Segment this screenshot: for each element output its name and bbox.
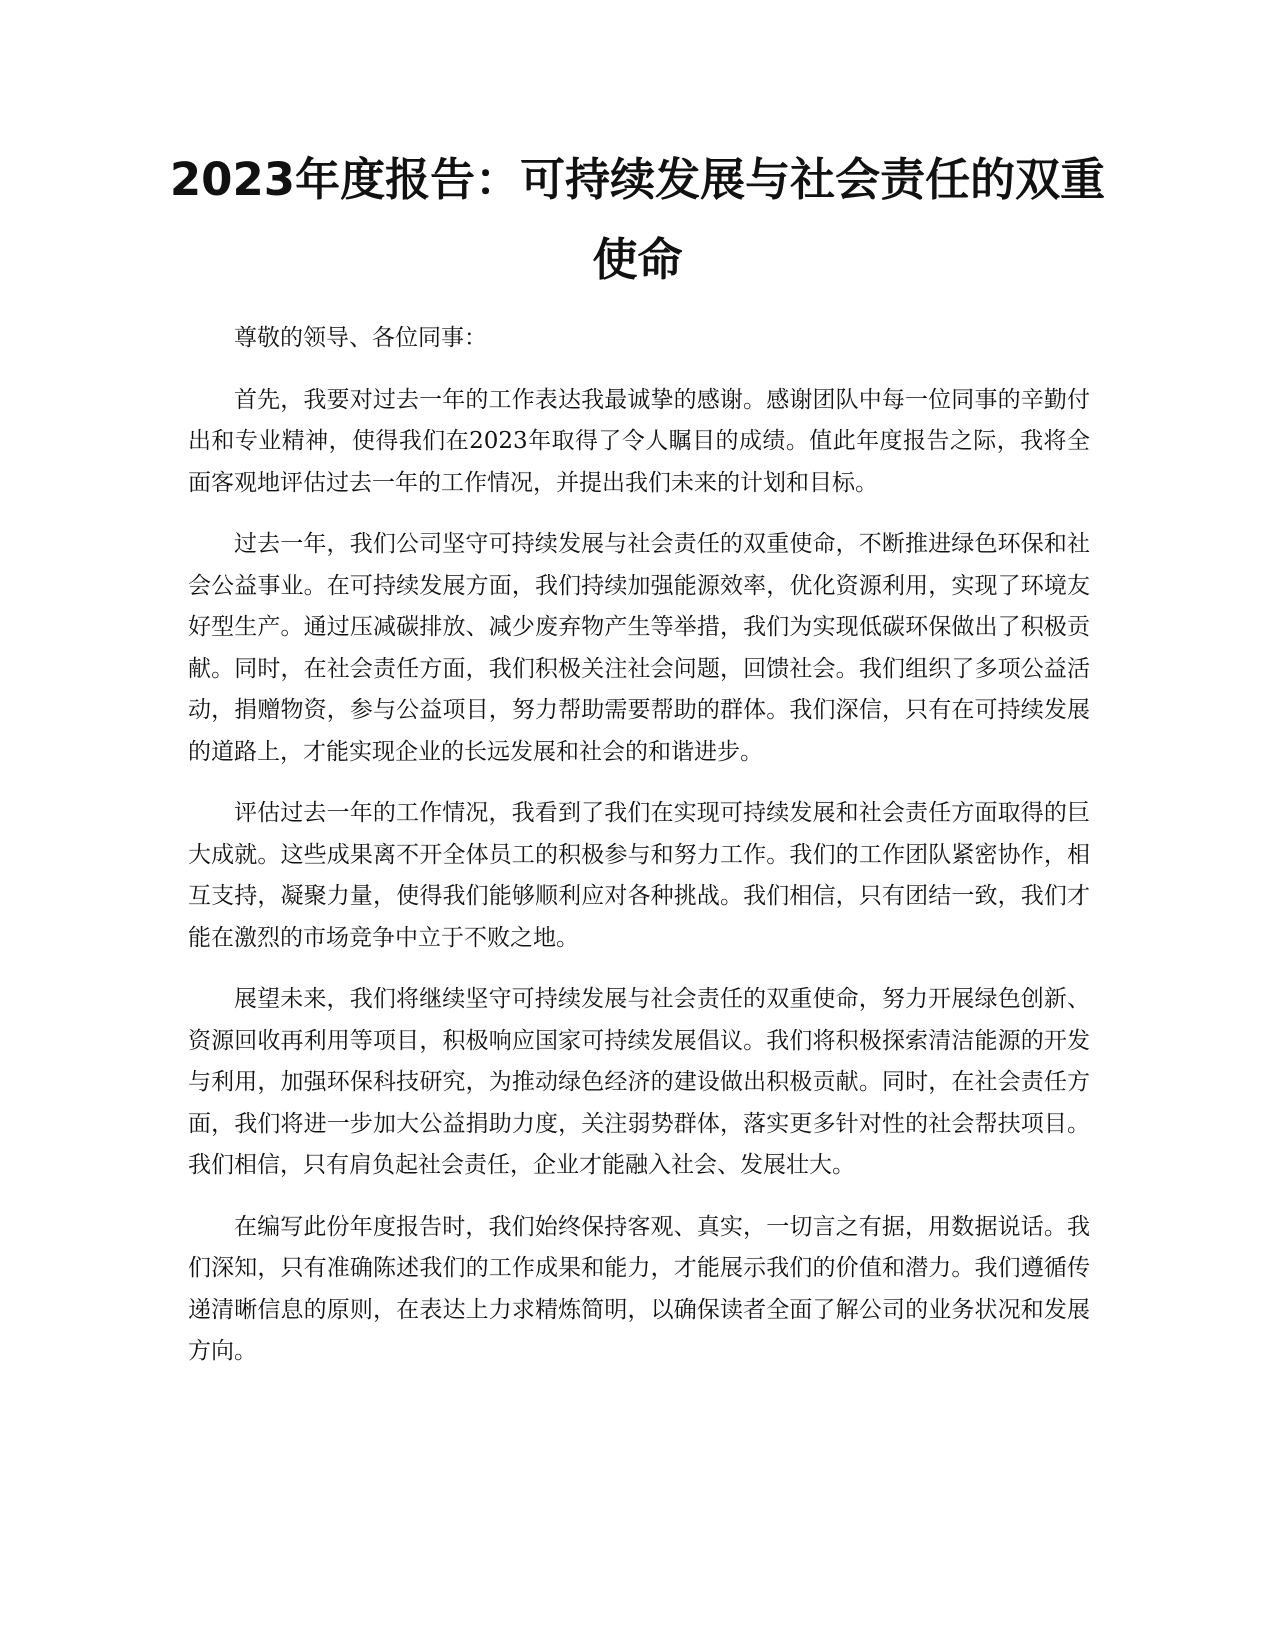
salutation: 尊敬的领导、各位同事： — [234, 325, 487, 351]
paragraph-3: 评估过去一年的工作情况，我看到了我们在实现可持续发展和社会责任方面取得的巨大成就。这些成果离不开全体员工的积极参与和努力工作。我们的工作团队紧密协作，相互支持，凝聚力量，使得我们能够顺利应对各种挑战。我们相信，只有团结一致，我们才能在激烈的市场竞争中立于不败之地。 — [188, 800, 1090, 951]
paragraph-1: 首先，我要对过去一年的工作表达我最诚挚的感谢。感谢团队中每一位同事的辛勤付出和专业精神，使得我们在2023年取得了令人瞩目的成绩。值此年度报告之际，我将全面客观地评估过去一年的工作情况，并提出我们未来的计划和目标。 — [188, 386, 1090, 496]
document-title: 2023年度报告：可持续发展与社会责任的双重使命 — [169, 153, 1106, 286]
paragraph-2: 过去一年，我们公司坚守可持续发展与社会责任的双重使命，不断推进绿色环保和社会公益事业。在可持续发展方面，我们持续加强能源效率，优化资源利用，实现了环境友好型生产。通过压减碳排放、减少废弃物产生等举措，我们为实现低碳环保做出了积极贡献。同时，在社会责任方面，我们积极关注社会问题，回馈社会。我们组织了多项公益活动，捐赠物资，参与公益项目，努力帮助需要帮助的群体。我们深信，只有在可持续发展的道路上，才能实现企业的长远发展和社会的和谐进步。 — [188, 531, 1090, 765]
paragraph-5: 在编写此份年度报告时，我们始终保持客观、真实，一切言之有据，用数据说话。我们深知，只有准确陈述我们的工作成果和能力，才能展示我们的价值和潜力。我们遵循传递清晰信息的原则，在表达上力求精炼简明，以确保读者全面了解公司的业务状况和发展方向。 — [188, 1213, 1090, 1364]
paragraph-4: 展望未来，我们将继续坚守可持续发展与社会责任的双重使命，努力开展绿色创新、资源回收再利用等项目，积极响应国家可持续发展倡议。我们将积极探索清洁能源的开发与利用，加强环保科技研究，为推动绿色经济的建设做出积极贡献。同时，在社会责任方面，我们将进一步加大公益捐助力度，关注弱势群体，落实更多针对性的社会帮扶项目。我们相信，只有肩负起社会责任，企业才能融入社会、发展壮大。 — [188, 986, 1090, 1178]
document-body — [188, 318, 1090, 1393]
